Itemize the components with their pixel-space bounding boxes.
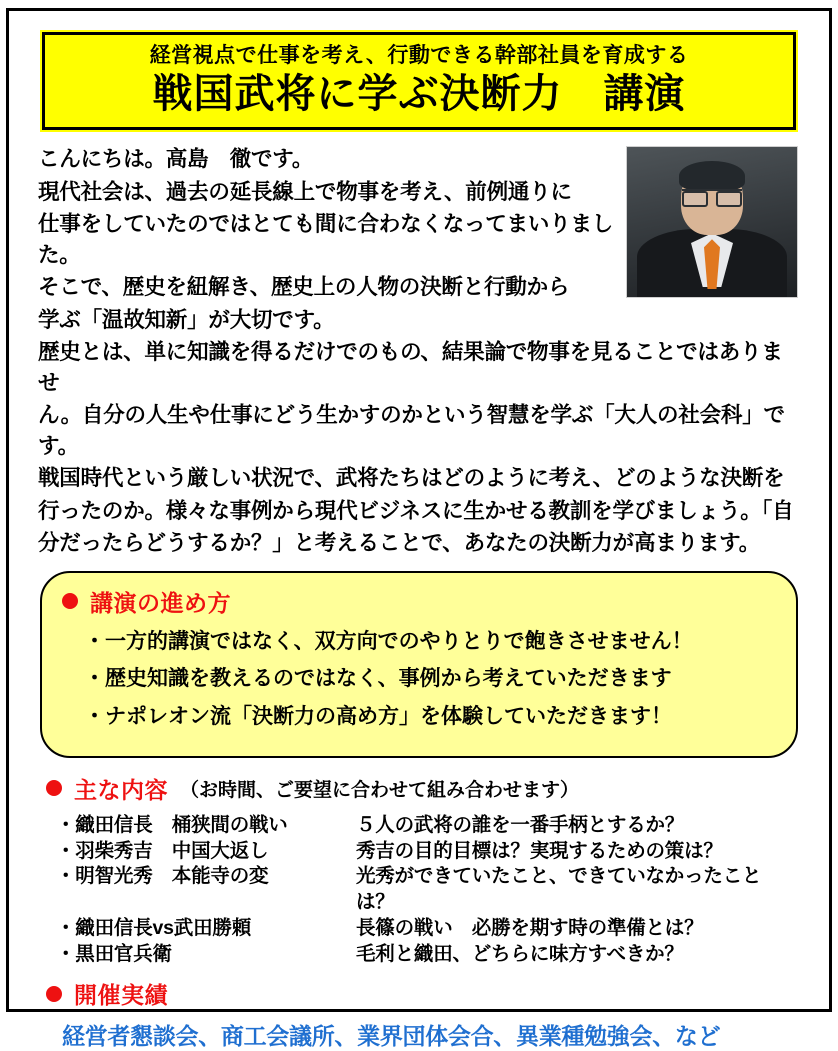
intro-line: そこで、歴史を紐解き、歴史上の人物の決断と行動から bbox=[38, 275, 570, 300]
intro-line: 戦国時代という厳しい状況で、武将たちはどのように考え、どのような決断を bbox=[38, 466, 785, 491]
bullet-dot-icon bbox=[46, 986, 62, 1002]
speaker-photo bbox=[626, 146, 798, 298]
results-heading-label: 開催実績 bbox=[74, 982, 168, 1009]
list-item-topic: ・明智光秀 本能寺の変 bbox=[56, 865, 269, 888]
list-item bbox=[56, 813, 798, 839]
list-item bbox=[56, 942, 798, 968]
title-banner bbox=[42, 32, 796, 130]
results-text: 経営者懇談会、商工会議所、業界団体会合、異業種勉強会、など bbox=[62, 1023, 721, 1050]
method-item: ・ナポレオン流「決断力の高め方」を体験していただきます！ bbox=[84, 704, 672, 728]
intro-line: 行ったのか。様々な事例から現代ビジネスに生かせる教訓を学びましょう。「自 bbox=[38, 498, 794, 523]
glasses-icon bbox=[682, 189, 742, 205]
method-item: ・歴史知識を教えるのではなく、事例から考えていただきます bbox=[84, 667, 672, 691]
list-item-question: 毛利と織田、どちらに味方すべきか？ bbox=[356, 942, 684, 965]
list-item-question: 長篠の戦い 必勝を期す時の準備とは？ bbox=[356, 916, 704, 939]
method-section bbox=[40, 571, 798, 758]
list-item bbox=[56, 916, 798, 942]
list-item-question: 秀吉の目的目標は？実現するための策は？ bbox=[356, 839, 723, 862]
intro-line: 仕事をしていたのではとても間に合わなくなってまいりました。 bbox=[38, 212, 614, 267]
photo-hair-shape bbox=[679, 161, 745, 191]
intro-line: ん。自分の人生や仕事にどう生かすのかという智慧を学ぶ「大人の社会科」です。 bbox=[38, 403, 785, 458]
page-title: 戦国武将に学ぶ決断力 講演 bbox=[152, 72, 686, 117]
method-heading bbox=[62, 585, 776, 618]
contents-heading bbox=[46, 772, 798, 805]
contents-section bbox=[46, 772, 798, 967]
page-content bbox=[14, 32, 824, 1051]
contents-heading-note: （お時間、ご要望に合わせて組み合わせます） bbox=[180, 779, 580, 801]
list-item-question: 光秀ができていたこと、できていなかったことは？ bbox=[356, 865, 762, 914]
intro-line: 歴史とは、単に知識を得るだけでのもの、結果論で物事を見ることではありませ bbox=[38, 340, 783, 395]
list-item-topic: ・羽柴秀吉 中国大返し bbox=[56, 839, 269, 862]
intro-line: 分だったらどうするか？」と考えることで、あなたの決断力が高まります。 bbox=[38, 531, 761, 556]
method-heading-label: 講演の進め方 bbox=[90, 589, 231, 616]
contents-list bbox=[56, 813, 798, 967]
method-item: ・一方的講演ではなく、双方向でのやりとりで飽きさせません！ bbox=[84, 629, 693, 653]
intro-line: 学ぶ「温故知新」が大切です。 bbox=[38, 307, 335, 332]
intro-line: こんにちは。高島 徹です。 bbox=[38, 147, 314, 172]
results-heading bbox=[46, 977, 798, 1010]
list-item-question: ５人の武将の誰を一番手柄とするか？ bbox=[356, 813, 685, 836]
intro-section bbox=[38, 144, 802, 559]
bullet-dot-icon bbox=[46, 780, 62, 796]
list-item-topic: ・黒田官兵衛 bbox=[56, 942, 172, 965]
title-subtitle: 経営視点で仕事を考え、行動できる幹部社員を育成する bbox=[149, 44, 689, 67]
list-item bbox=[56, 864, 798, 915]
results-section bbox=[46, 977, 798, 1051]
list-item bbox=[56, 839, 798, 865]
list-item-topic: ・織田信長vs武田勝頼 bbox=[56, 916, 251, 939]
bullet-dot-icon bbox=[62, 593, 78, 609]
intro-line: 現代社会は、過去の延長線上で物事を考え、前例通りに bbox=[38, 179, 572, 204]
list-item-topic: ・織田信長 桶狭間の戦い bbox=[56, 813, 288, 836]
contents-heading-label: 主な内容 bbox=[74, 776, 168, 803]
